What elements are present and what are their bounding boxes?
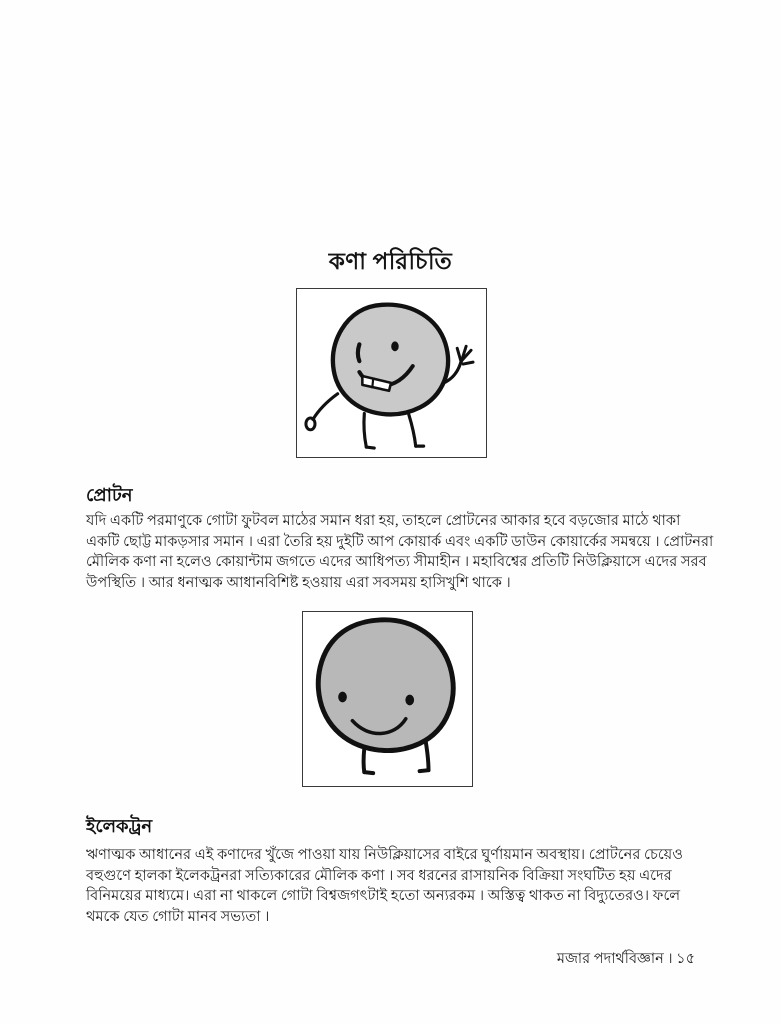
proton-drawing	[297, 289, 486, 457]
figure-electron-illustration	[302, 611, 473, 787]
electron-drawing	[303, 612, 472, 786]
text-line: একটি ছোট্ট মাকড়সার সমান । এরা তৈরি হয় দুইটি আপ কোয়ার্ক এবং একটি ডাউন কোয়ার্কের সমন্বয়ে । প্রোটনরা	[86, 533, 714, 550]
text-line: থমকে যেত গোটা মানব সভ্যতা ।	[86, 908, 270, 925]
page-title: কণা পরিচিতি	[328, 249, 453, 274]
text-line: বহুগুণে হালকা ইলেকট্রনরা সত্যিকারের মৌলিক কণা । সব ধরনের রাসায়নিক বিক্রিয়া সংঘটিত হয় এদের	[86, 867, 672, 884]
paragraph-proton	[86, 511, 714, 593]
text-line: বিনিময়ের মাধ্যমে। এরা না থাকলে গোটা বিশ্বজগৎটাই হতো অন্যরকম । অস্তিত্ব থাকত না বিদ্যুতেরও। ফলে	[86, 888, 681, 905]
section-heading-electron: ইলেকট্রন	[86, 816, 153, 836]
section-heading-proton: প্রোটন	[86, 485, 133, 505]
text-line: ঋণাত্মক আধানের এই কণাদের খুঁজে পাওয়া যায় নিউক্লিয়াসের বাইরে ঘুর্ণায়মান অবস্থায়। প্রোটনের চেয়েও	[86, 847, 684, 863]
figure-proton-illustration	[296, 288, 487, 458]
text-line: যদি একটি পরমাণুকে গোটা ফুটবল মাঠের সমান ধরা হয়, তাহলে প্রোটনের আকার হবে বড়জোর মাঠে থাকা	[86, 513, 681, 529]
text-line: মৌলিক কণা না হলেও কোয়ান্টাম জগতে এদের আধিপত্য সীমাহীন । মহাবিশ্বের প্রতিটি নিউক্লিয়াসে এদের সরব	[86, 554, 707, 571]
text-line: উপস্থিতি । আর ধনাত্মক আধানবিশিষ্ট হওয়ায় এরা সবসময় হাসিখুশি থাকে ।	[86, 574, 511, 591]
page-footer: মজার পদার্থবিজ্ঞান । ১৫	[556, 951, 695, 967]
paragraph-electron	[86, 845, 695, 927]
